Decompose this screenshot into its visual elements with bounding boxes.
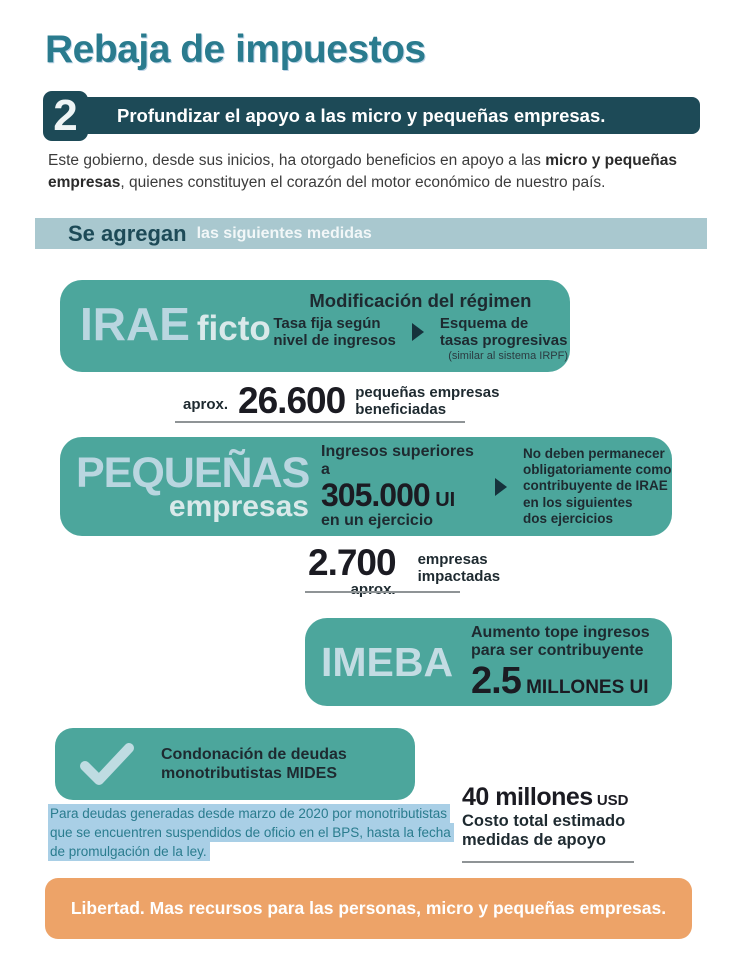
section-banner [45, 91, 700, 140]
stat2-label-line2: impactadas [417, 567, 501, 585]
irae-transition-row [273, 315, 567, 350]
arrow-right-icon [412, 323, 424, 341]
stat2-label-line1: empresas [417, 551, 488, 568]
consequence-line: obligatoriamente como [523, 462, 672, 478]
footer-banner [45, 878, 692, 939]
intro-paragraph [48, 150, 703, 195]
band-subtitle: las siguientes medidas [196, 224, 372, 242]
stat1-label [355, 385, 499, 419]
imeba-line2: para ser contribuyente [471, 642, 644, 659]
footer-text: Libertad. Mas recursos para las personas, micro y pequeñas empresas. [70, 898, 667, 918]
cost-unit: USD [592, 792, 629, 809]
divider-line [305, 591, 460, 593]
band-title: Se agregan [68, 220, 187, 246]
cost-line3: medidas de apoyo [462, 831, 606, 850]
stat2-value-block [308, 544, 396, 598]
ficto-label: ficto [196, 309, 271, 348]
page-title: Rebaja de impuestos [45, 28, 426, 71]
cost-block [462, 783, 634, 863]
pequenas-threshold [321, 443, 479, 529]
irae-heading: Modificación del régimen [309, 289, 532, 311]
condonacion-card [55, 728, 415, 800]
se-agregan-band [35, 218, 707, 249]
consequence-line: contribuyente de IRAE [523, 478, 668, 494]
section-number-badge [43, 91, 88, 141]
pequenas-label: PEQUEÑAS [76, 448, 310, 497]
irae-content [271, 290, 570, 363]
stat2-label [418, 552, 501, 586]
intro-text-pre: Este gobierno, desde sus inicios, ha otorgado beneficios en apoyo a las [48, 152, 546, 169]
irae-label: IRAE [80, 298, 190, 350]
stat2-suffix: aprox. [350, 581, 396, 598]
threshold-unit: UI [429, 488, 456, 511]
condonacion-line2: monotributistas MIDES [161, 765, 338, 782]
irae-to-line2: tasas progresivas [439, 332, 568, 349]
footnote-line: Para deudas generadas desde marzo de 2020 por monotributistas [48, 804, 450, 823]
imeba-number: 2.5 [471, 659, 521, 702]
cost-value: 40 millones [462, 783, 593, 811]
irae-ficto-name [60, 298, 271, 350]
threshold-line1: Ingresos superiores a [321, 443, 474, 478]
divider-line [175, 421, 465, 423]
arrow-right-icon [495, 478, 507, 496]
imeba-content [471, 624, 650, 700]
pequenas-empresas-card [60, 437, 672, 536]
irae-from-line2: nivel de ingresos [273, 332, 396, 349]
imeba-label: IMEBA [321, 638, 454, 685]
check-icon [79, 742, 135, 786]
cost-value-row [462, 783, 634, 812]
intro-text-post: , quienes constituyen el corazón del motor económico de nuestro país. [120, 174, 606, 192]
stat2-value: 2.700 [308, 542, 396, 583]
stat-26600 [183, 382, 499, 419]
divider-line [462, 861, 634, 863]
threshold-number: 305.000 [321, 476, 430, 513]
consequence-line: dos ejercicios [523, 510, 614, 526]
irae-from [273, 315, 396, 350]
footnote-highlighted [48, 804, 454, 861]
irae-from-line1: Tasa fija según [273, 314, 381, 332]
imeba-card [305, 618, 672, 706]
pequenas-name [60, 448, 321, 524]
consequence-line: en los siguientes [523, 494, 633, 510]
imeba-value [471, 659, 650, 702]
stat-2700 [308, 544, 500, 598]
irae-ficto-card [60, 280, 570, 372]
footnote-line: de promulgación de la ley. [48, 842, 210, 861]
imeba-unit: MILLONES UI [520, 676, 649, 698]
stat1-value: 26.600 [238, 380, 346, 421]
pequenas-consequence [523, 446, 672, 527]
empresas-label: empresas [168, 490, 309, 524]
stat1-label-line1: pequeñas empresas [355, 384, 500, 401]
condonacion-line1: Condonación de deudas [161, 745, 347, 763]
threshold-line3: en un ejercicio [321, 512, 434, 530]
section-title: Profundizar el apoyo a las micro y pequeñas empresas. [117, 104, 606, 126]
intro-text-bold: micro y pequeñas empresas [48, 152, 677, 192]
irae-note: (similar al sistema IRPF) [448, 350, 568, 363]
condonacion-text [161, 745, 347, 783]
footnote-line: que se encuentren suspendidos de oficio en el BPS, hasta la fecha [48, 823, 454, 842]
imeba-line1: Aumento tope ingresos [471, 624, 650, 642]
stat1-prefix: aprox. [183, 396, 229, 413]
irae-to-line1: Esquema de [439, 314, 529, 332]
section-number: 2 [53, 91, 78, 140]
consequence-line: No deben permanecer [523, 446, 665, 462]
cost-line2: Costo total estimado [462, 812, 626, 830]
irae-to [440, 315, 568, 350]
stat1-label-line2: beneficiadas [355, 400, 447, 418]
threshold-value [321, 476, 479, 513]
